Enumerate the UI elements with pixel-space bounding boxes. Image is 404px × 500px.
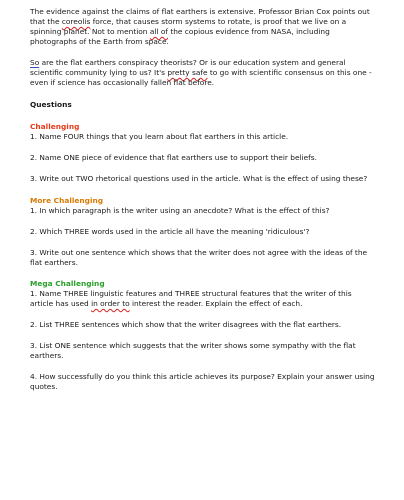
misspelled-word: coreolis <box>61 17 91 26</box>
question-item: 2. Which THREE words used in the article all have the meaning 'ridiculous'? <box>30 227 310 236</box>
flagged-phrase: all of <box>149 27 168 36</box>
section-heading-challenging: Challenging <box>30 122 80 131</box>
article-paragraph-1 <box>30 7 377 47</box>
question-item: 3. List ONE sentence which suggests that the writer shows some sympathy with the flat earthers. <box>30 341 356 360</box>
text-run: interest the reader. Explain the effect of each. <box>129 299 303 308</box>
question-item: 3. Write out one sentence which shows that the writer does not agree with the ideas of the flat earthers. <box>30 248 368 267</box>
question-item: 1. In which paragraph is the writer using an anecdote? What is the effect of this? <box>30 206 330 215</box>
text-run: force, that causes storm systems to rotate, is proof that we live on a spinning planet. Not to mention <box>30 17 347 36</box>
questions-heading: Questions <box>30 100 72 109</box>
text-run: 1. Name THREE linguistic features and THREE structural features that the writer of this article has used <box>30 289 352 308</box>
flagged-phrase: pretty safe <box>167 68 208 77</box>
flagged-phrase: in order to <box>91 299 130 308</box>
text-run: The evidence against the claims of flat earthers is extensive. Professor Brian Cox points out that the <box>30 7 370 26</box>
text-run: are the flat earthers conspiracy theorists? Or is our education system and general scientific community lying to us? It's <box>30 58 346 77</box>
question-item: 2. List THREE sentences which show that the writer disagrees with the flat earthers. <box>30 320 342 329</box>
text-run: the copious evidence from NASA, including photographs of the Earth from space. <box>30 27 330 46</box>
question-item: 1. Name FOUR things that you learn about flat earthers in this article. <box>30 132 289 141</box>
article-paragraph-2 <box>30 58 377 88</box>
question-item: 4. How successfully do you think this article achieves its purpose? Explain your answer using quotes. <box>30 372 375 391</box>
question-item <box>30 289 377 309</box>
section-heading-mega-challenging: Mega Challenging <box>30 279 105 288</box>
question-item: 3. Write out TWO rhetorical questions used in the article. What is the effect of using these? <box>30 174 368 183</box>
flagged-word: So <box>30 58 40 67</box>
text-run: to go with scientific consensus on this one - even if science has occasionally fallen flat before. <box>30 68 372 87</box>
question-item: 2. Name ONE piece of evidence that flat earthers use to support their beliefs. <box>30 153 317 162</box>
section-heading-more-challenging: More Challenging <box>30 196 104 205</box>
